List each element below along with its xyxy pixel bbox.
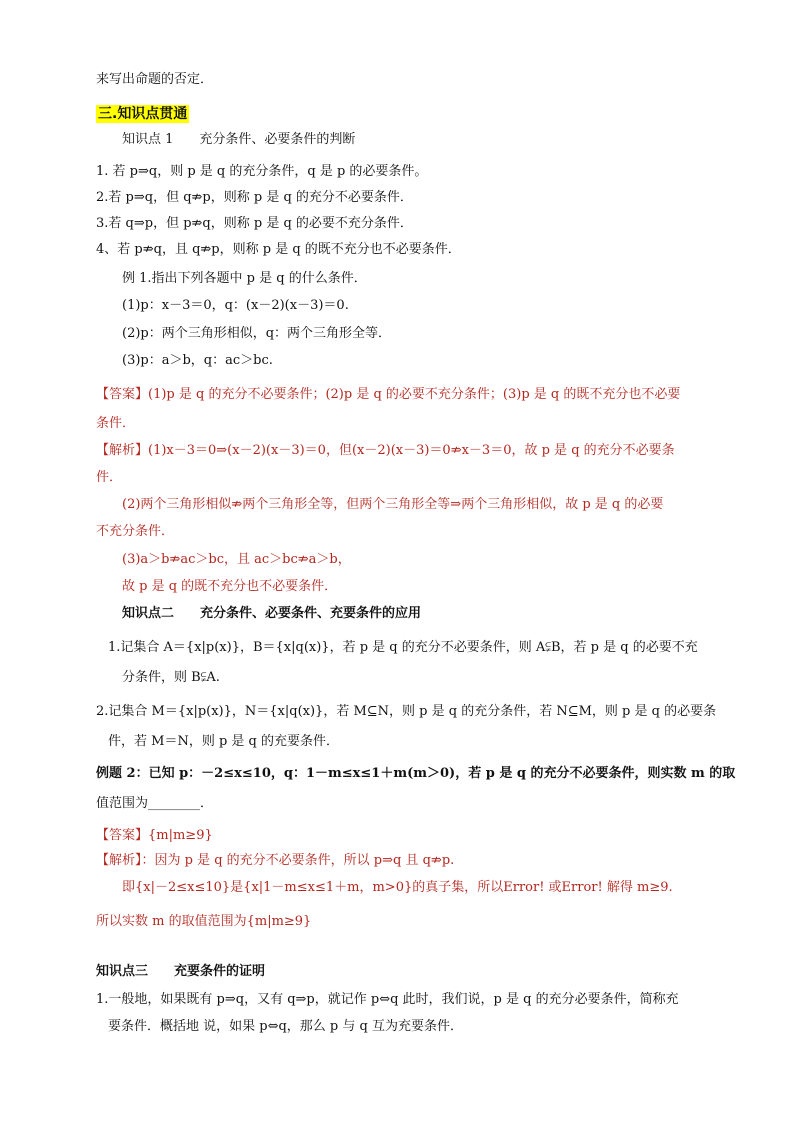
example-title: 例 1.指出下列各题中 p 是 q 的什么条件． xyxy=(122,271,367,286)
answer-line: 【答案】{m|m≥9} xyxy=(96,828,213,843)
text-line: 来写出命题的否定． xyxy=(96,72,214,87)
analysis-line: 【解析】：因为 p 是 q 的充分不必要条件，所以 p⇒q 且 q⇏p. xyxy=(96,853,455,868)
text-line: 2.记集合 M＝{x|p(x)}，N＝{x|q(x)}，若 M⊆N，则 p 是 q 的充分条件，若 N⊆M，则 p 是 q 的必要条 xyxy=(96,704,717,719)
text-line: 要条件．概括地 说，如果 p⇔q，那么 p 与 q 互为充要条件． xyxy=(108,1019,463,1034)
answer-line: 【答案】(1)p 是 q 的充分不必要条件；(2)p 是 q 的必要不充分条件；(3)p 是 q 的既不充分也不必要 xyxy=(96,387,681,402)
analysis-line: 故 p 是 q 的既不充分也不必要条件． xyxy=(122,579,338,594)
text-line: (2)p：两个三角形相似，q：两个三角形全等． xyxy=(122,326,392,341)
topic-heading: 知识点三 充要条件的证明 xyxy=(96,964,266,979)
text-line: 4、若 p⇏q，且 q⇏p，则称 p 是 q 的既不充分也不必要条件． xyxy=(96,242,461,257)
topic-heading: 知识点二 充分条件、必要条件、充要条件的应用 xyxy=(122,606,422,621)
text-line: 分条件，则 B⫋A. xyxy=(122,670,220,685)
text-line: (1)p：x－3＝0，q：(x－2)(x－3)＝0. xyxy=(122,298,349,313)
analysis-line: (3)a＞b⇏ac＞bc，且 ac＞bc⇏a＞b， xyxy=(122,552,351,567)
text-line: 1.一般地，如果既有 p⇒q，又有 q⇒p，就记作 p⇔q 此时，我们说，p 是 q 的充分必要条件，简称充 xyxy=(96,992,679,1007)
analysis-line: (2)两个三角形相似⇏两个三角形全等，但两个三角形全等⇒两个三角形相似，故 p 是 q 的必要 xyxy=(122,497,664,512)
analysis-line: 即{x|－2≤x≤10}是{x|1－m≤x≤1＋m，m>0}的真子集，所以Error! 或Error! 解得 m≥9. xyxy=(122,880,673,895)
section-heading xyxy=(96,104,706,125)
analysis-line: 件． xyxy=(96,470,123,485)
text-line: 1. 若 p⇒q，则 p 是 q 的充分条件，q 是 p 的必要条件。 xyxy=(96,164,428,179)
text-line: 2.若 p⇒q，但 q⇏p，则称 p 是 q 的充分不必要条件． xyxy=(96,190,413,205)
analysis-line: 不充分条件． xyxy=(96,524,175,539)
text-line: 值范围为________． xyxy=(96,796,214,811)
text-line: 3.若 q⇒p，但 p⇏q，则称 p 是 q 的必要不充分条件． xyxy=(96,216,413,231)
highlighted-heading: 三.知识点贯通 xyxy=(98,106,188,122)
analysis-line: 所以实数 m 的取值范围为{m|m≥9} xyxy=(96,914,312,929)
text-line: (3)p：a＞b，q：ac＞bc. xyxy=(122,353,273,368)
analysis-line: 【解析】(1)x－3＝0⇒(x－2)(x－3)＝0，但(x－2)(x－3)＝0⇏x－3＝0，故 p 是 q 的充分不必要条 xyxy=(96,443,675,458)
answer-line: 条件． xyxy=(96,416,136,431)
topic-heading: 知识点 1 充分条件、必要条件的判断 xyxy=(122,132,356,147)
text-line: 1.记集合 A＝{x|p(x)}，B＝{x|q(x)}，若 p 是 q 的充分不必要条件，则 A⫋B，若 p 是 q 的必要不充 xyxy=(108,640,698,655)
text-line: 件，若 M＝N，则 p 是 q 的充要条件． xyxy=(108,734,339,749)
example-line: 例题 2：已知 p：－2≤x≤10，q：1－m≤x≤1＋m(m＞0)，若 p 是 q 的充分不必要条件，则实数 m 的取 xyxy=(96,766,736,781)
